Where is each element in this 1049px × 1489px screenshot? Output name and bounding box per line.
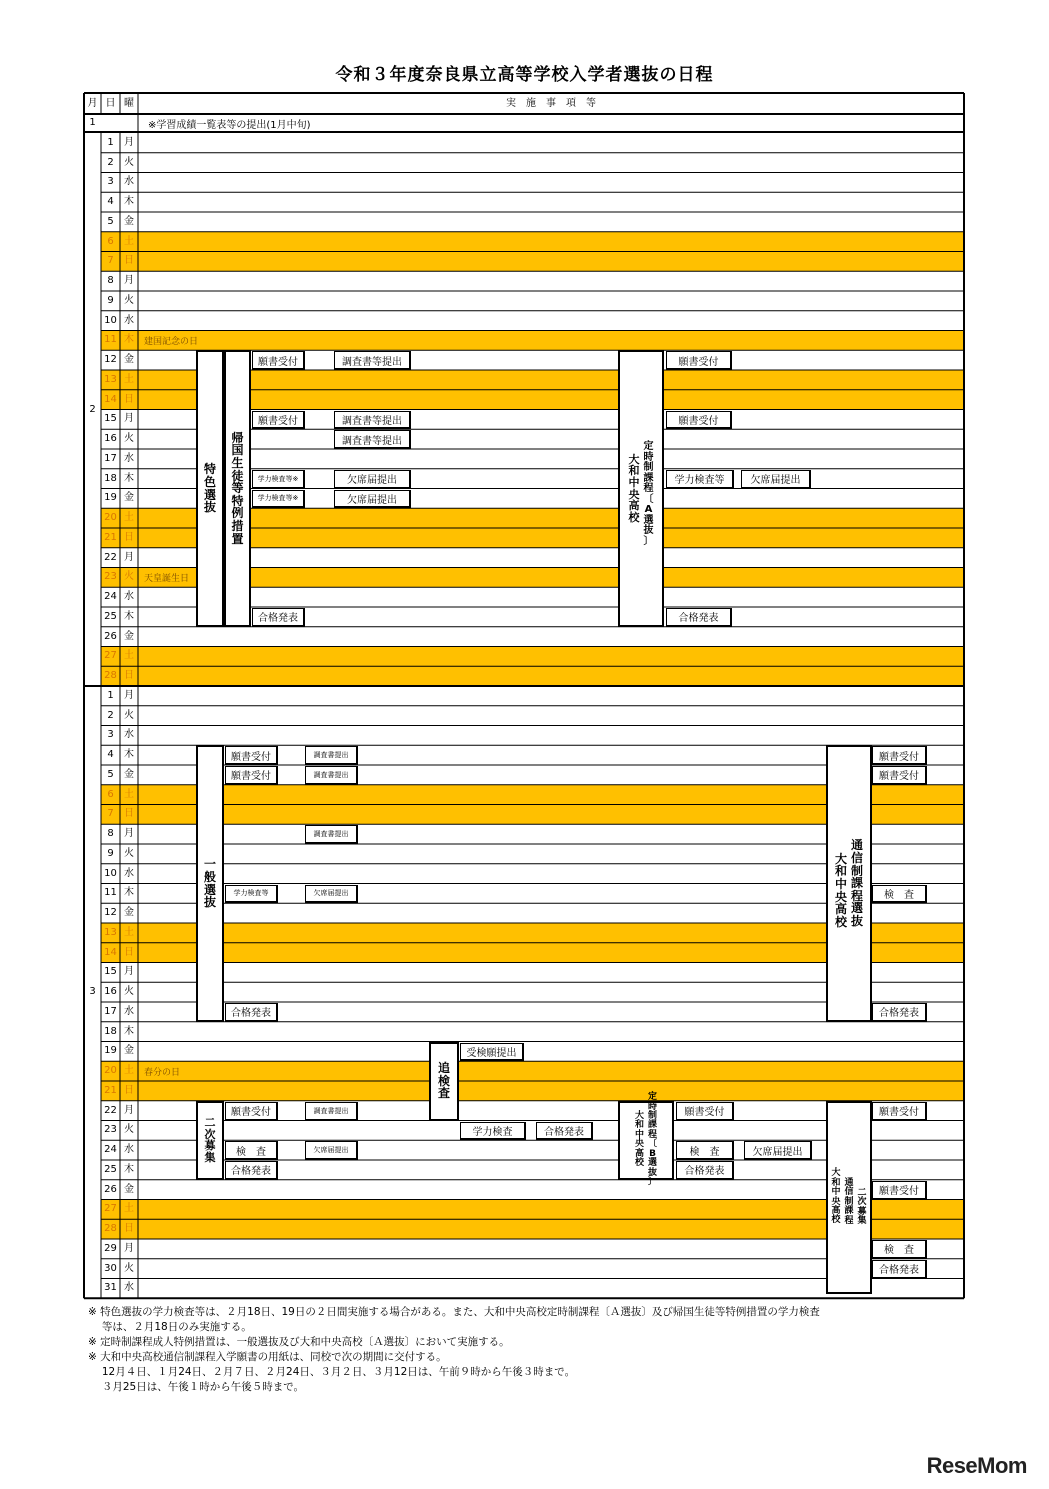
mar-day-number: 14 [104, 946, 117, 958]
feb-weekday: 木 [124, 610, 134, 622]
gansho-uketsuke-box: 願書受付 [872, 1181, 927, 1200]
feb-day-number: 6 [107, 235, 114, 247]
feb-day-number: 1 [107, 136, 114, 148]
mar-day-number: 8 [107, 828, 114, 840]
mar-day-number: 26 [104, 1183, 117, 1195]
vertical-label: 定 時 制 課 程 〔 A 選 抜 〕 [643, 441, 654, 547]
yamato-tsushin-niji-box [826, 1101, 872, 1295]
feb-weekday: 金 [124, 492, 134, 504]
mar-weekday: 日 [124, 808, 134, 820]
kesseki-todoke-box: 欠席届提出 [334, 490, 411, 509]
ippan-senbatsu-box [196, 745, 224, 1022]
mar-weekday: 木 [124, 1025, 134, 1037]
mar-weekday: 水 [124, 1282, 134, 1294]
gansho-uketsuke-box: 願書受付 [252, 351, 305, 370]
chosasho-teishutsu-box: 調査書等提出 [334, 430, 411, 449]
mar-day-number: 25 [104, 1163, 117, 1175]
feb-day-number: 2 [107, 156, 114, 168]
feb-weekday: 月 [124, 136, 134, 148]
gansho-uketsuke-box: 願書受付 [225, 766, 278, 785]
feb-weekday: 火 [124, 156, 134, 168]
feb-weekday: 土 [124, 650, 134, 662]
header-items: 実 施 事 項 等 [506, 98, 596, 109]
mar-day-number: 31 [104, 1282, 117, 1294]
chosasho-teishutsu-box: 調査書等提出 [334, 411, 411, 430]
yamato-teiji-b-box [618, 1092, 674, 1187]
mar-weekday: 日 [124, 946, 134, 958]
mar-day-number: 15 [104, 966, 117, 978]
niji-boshu-box [196, 1101, 224, 1180]
jan-note: ※学習成績一覧表等の提出(1月中旬) [148, 119, 311, 131]
chosasho-teishutsu-box: 調査書提出 [305, 1102, 358, 1121]
feb-day-number: 7 [107, 255, 114, 267]
feb-weekday: 日 [124, 531, 134, 543]
vertical-label: 大 和 中 央 高 校 [831, 1168, 841, 1226]
feb-day-number: 21 [104, 531, 117, 543]
mar-weekday: 木 [124, 749, 134, 761]
feb-weekday: 火 [124, 571, 134, 583]
vertical-label: 二 次 募 集 [204, 1116, 216, 1164]
vertical-label: 追 検 査 [437, 1061, 450, 1101]
mar-weekday: 金 [124, 907, 134, 919]
tokushoku-senbatsu-box [196, 350, 224, 627]
mar-weekday: 木 [124, 1163, 134, 1175]
mar-day-number: 19 [104, 1045, 117, 1057]
month-label-mar: 3 [89, 986, 96, 998]
mar-day-number: 20 [104, 1065, 117, 1077]
feb-day-number: 27 [104, 650, 117, 662]
gokaku-happyo-box: 合格発表 [872, 1003, 927, 1022]
month-label-feb: 2 [89, 403, 96, 415]
mar-weekday: 土 [124, 1065, 134, 1077]
kesseki-todoke-box: 欠席届提出 [741, 470, 811, 489]
feb-day-number: 22 [104, 551, 117, 563]
mar-weekday: 水 [124, 1144, 134, 1156]
vertical-label: 帰 国 生 徒 等 特 例 措 置 [231, 430, 244, 546]
weekend-row-fill [101, 331, 964, 351]
mar-weekday: 水 [124, 729, 134, 741]
gakuryoku-kensa-box: 学力検査等 [225, 885, 278, 904]
feb-day-number: 17 [104, 452, 117, 464]
feb-day-number: 12 [104, 354, 117, 366]
mar-weekday: 月 [124, 689, 134, 701]
mar-day-number: 24 [104, 1144, 117, 1156]
yamato-teiji-a-box [618, 350, 664, 627]
mar-weekday: 木 [124, 887, 134, 899]
vertical-label: 一 般 選 抜 [203, 857, 216, 910]
feb-day-number: 24 [104, 591, 117, 603]
mar-weekday: 金 [124, 1045, 134, 1057]
feb-weekday: 日 [124, 255, 134, 267]
mar-day-number: 12 [104, 907, 117, 919]
mar-weekday: 月 [124, 1242, 134, 1254]
feb-day-number: 9 [107, 294, 114, 306]
kensa-box: 検 査 [872, 885, 927, 904]
gokaku-happyo-box: 合格発表 [666, 608, 732, 627]
vertical-label: 定 時 制 課 程 〔 B 選 抜 〕 [648, 1092, 658, 1187]
chosasho-teishutsu-box: 調査書提出 [305, 766, 358, 785]
mar-day-number: 9 [107, 847, 114, 859]
vertical-label: 大 和 中 央 高 校 [634, 1110, 644, 1169]
gansho-uketsuke-box: 願書受付 [872, 766, 927, 785]
footnote-line: ※ 大和中央高校通信制課程入学願書の用紙は、同校で次の期間に交付する。 [88, 1351, 447, 1363]
mar-weekday: 火 [124, 709, 134, 721]
mar-day-number: 29 [104, 1242, 117, 1254]
gansho-uketsuke-box: 願書受付 [225, 1102, 278, 1121]
gansho-uketsuke-box: 願書受付 [872, 1102, 927, 1121]
chosasho-teishutsu-box: 調査書提出 [305, 746, 358, 765]
mar-day-number: 23 [104, 1124, 117, 1136]
mar-weekday: 月 [124, 966, 134, 978]
holiday-label: 春分の日 [144, 1067, 181, 1078]
gakuryoku-kensa-box: 学力検査等※ [252, 490, 305, 509]
mar-day-number: 1 [107, 689, 114, 701]
weekend-row-fill [101, 232, 964, 252]
mar-day-number: 6 [107, 788, 114, 800]
feb-day-number: 8 [107, 275, 114, 287]
mar-day-number: 22 [104, 1104, 117, 1116]
weekend-row-fill [101, 1061, 964, 1081]
header-weekday: 曜 [124, 98, 134, 109]
mar-day-number: 27 [104, 1203, 117, 1215]
feb-day-number: 20 [104, 512, 117, 524]
gakuryoku-kensa-box: 学力検査 [460, 1122, 526, 1141]
gansho-uketsuke-box: 願書受付 [225, 746, 278, 765]
mar-day-number: 21 [104, 1084, 117, 1096]
vertical-label: 通 信 制 課 程 [844, 1177, 854, 1226]
feb-day-number: 26 [104, 630, 117, 642]
page-title: 令和３年度奈良県立高等学校入学者選抜の日程 [335, 65, 714, 85]
kikoku-tokurei-box [224, 350, 251, 627]
feb-day-number: 16 [104, 433, 117, 445]
feb-weekday: 月 [124, 551, 134, 563]
mar-day-number: 13 [104, 926, 117, 938]
feb-weekday: 火 [124, 433, 134, 445]
mar-day-number: 3 [107, 729, 114, 741]
feb-weekday: 木 [124, 196, 134, 208]
gokaku-happyo-box: 合格発表 [225, 1003, 278, 1022]
chosasho-teishutsu-box: 調査書提出 [305, 825, 358, 844]
kesseki-todoke-box: 欠席届提出 [334, 470, 411, 489]
feb-day-number: 4 [107, 196, 114, 208]
gokaku-happyo-box: 合格発表 [536, 1122, 593, 1141]
header-day: 日 [105, 98, 116, 109]
vertical-label: 大 和 中 央 高 校 [628, 452, 640, 524]
holiday-label: 建国記念の日 [144, 336, 199, 347]
feb-day-number: 10 [104, 314, 117, 326]
gokaku-happyo-box: 合格発表 [676, 1161, 734, 1180]
gakuryoku-kensa-box: 学力検査等 [666, 470, 734, 489]
mar-weekday: 金 [124, 768, 134, 780]
mar-weekday: 土 [124, 1203, 134, 1215]
mar-day-number: 30 [104, 1262, 117, 1274]
kensa-box: 検 査 [225, 1141, 278, 1160]
gansho-uketsuke-box: 願書受付 [252, 411, 305, 430]
feb-weekday: 土 [124, 512, 134, 524]
mar-weekday: 月 [124, 1104, 134, 1116]
footnote-line: 等は、２月18日のみ実施する。 [88, 1321, 252, 1333]
mar-weekday: 火 [124, 847, 134, 859]
mar-weekday: 日 [124, 1223, 134, 1235]
gokaku-happyo-box: 合格発表 [225, 1161, 278, 1180]
resemom-logo: ReseMom [926, 1453, 1027, 1478]
feb-day-number: 18 [104, 472, 117, 484]
footnote-line: ※ 定時制課程成人特例措置は、一般選抜及び大和中央高校〔Ａ選抜〕において実施する。 [88, 1336, 510, 1348]
feb-day-number: 11 [104, 334, 117, 346]
feb-weekday: 水 [124, 591, 134, 603]
feb-weekday: 日 [124, 670, 134, 682]
feb-day-number: 28 [104, 670, 117, 682]
feb-weekday: 月 [124, 275, 134, 287]
mar-day-number: 7 [107, 808, 114, 820]
mar-day-number: 16 [104, 986, 117, 998]
feb-weekday: 日 [124, 393, 134, 405]
mar-day-number: 4 [107, 749, 114, 761]
weekend-row-fill [101, 252, 964, 272]
tsuikensa-box [429, 1042, 459, 1121]
holiday-label: 天皇誕生日 [144, 573, 190, 584]
mar-day-number: 18 [104, 1025, 117, 1037]
kensa-box: 検 査 [872, 1240, 927, 1259]
mar-day-number: 17 [104, 1005, 117, 1017]
footnote-line: ３月25日は、午後１時から午後５時まで。 [88, 1381, 304, 1393]
vertical-label: 二 次 募 集 [857, 1187, 867, 1226]
gakuryoku-kensa-box: 学力検査等※ [252, 470, 305, 489]
feb-weekday: 水 [124, 314, 134, 326]
feb-day-number: 15 [104, 413, 117, 425]
feb-weekday: 金 [124, 354, 134, 366]
header-month: 月 [87, 98, 98, 109]
mar-weekday: 土 [124, 788, 134, 800]
feb-weekday: 木 [124, 334, 134, 346]
mar-weekday: 金 [124, 1183, 134, 1195]
footnotes [88, 1305, 968, 1395]
vertical-label: 特 色 選 抜 [203, 462, 216, 515]
jan-month-label: 1 [89, 117, 96, 128]
kesseki-todoke-box: 欠席届提出 [744, 1141, 812, 1160]
mar-weekday: 水 [124, 1005, 134, 1017]
mar-weekday: 火 [124, 1262, 134, 1274]
feb-weekday: 土 [124, 373, 134, 385]
mar-weekday: 火 [124, 1124, 134, 1136]
feb-weekday: 水 [124, 452, 134, 464]
kensa-box: 検 査 [676, 1141, 734, 1160]
feb-weekday: 木 [124, 472, 134, 484]
weekend-row-fill [101, 1081, 964, 1101]
gokaku-happyo-box: 合格発表 [252, 608, 305, 627]
mar-day-number: 2 [107, 709, 114, 721]
feb-weekday: 土 [124, 235, 134, 247]
gansho-uketsuke-box: 願書受付 [872, 746, 927, 765]
feb-day-number: 5 [107, 215, 114, 227]
footnote-line: ※ 特色選抜の学力検査等は、２月18日、19日の２日間実施する場合がある。また、大和中央高校定時制課程〔Ａ選抜〕及び帰国生徒等特例措置の学力検査 [88, 1306, 820, 1318]
mar-day-number: 11 [104, 887, 117, 899]
feb-weekday: 水 [124, 176, 134, 188]
mar-day-number: 10 [104, 867, 117, 879]
mar-weekday: 土 [124, 926, 134, 938]
gansho-uketsuke-box: 願書受付 [676, 1102, 734, 1121]
mar-day-number: 28 [104, 1223, 117, 1235]
mar-day-number: 5 [107, 768, 114, 780]
feb-weekday: 火 [124, 294, 134, 306]
weekend-row-fill [101, 647, 964, 667]
feb-day-number: 25 [104, 610, 117, 622]
mar-weekday: 月 [124, 828, 134, 840]
footnote-line: 12月４日、１月24日、２月７日、２月24日、３月２日、３月12日は、午前９時から午後３時まで。 [88, 1366, 576, 1378]
feb-weekday: 金 [124, 215, 134, 227]
feb-day-number: 19 [104, 492, 117, 504]
vertical-label: 大 和 中 央 高 校 [834, 851, 847, 929]
vertical-label: 通 信 制 課 程 選 抜 [851, 838, 864, 928]
chosasho-teishutsu-box: 調査書等提出 [334, 351, 411, 370]
mar-weekday: 火 [124, 986, 134, 998]
kesseki-todoke-box: 欠席届提出 [305, 885, 358, 904]
weekend-row-fill [101, 666, 964, 686]
feb-weekday: 月 [124, 413, 134, 425]
jukengan-teishutsu-box: 受検願提出 [460, 1043, 524, 1062]
mar-weekday: 水 [124, 867, 134, 879]
kesseki-todoke-box: 欠席届提出 [305, 1141, 358, 1160]
gokaku-happyo-box: 合格発表 [872, 1260, 927, 1279]
feb-day-number: 13 [104, 373, 117, 385]
yamato-tsushin-box [826, 745, 872, 1022]
gansho-uketsuke-box: 願書受付 [666, 351, 732, 370]
mar-weekday: 日 [124, 1084, 134, 1096]
feb-weekday: 金 [124, 630, 134, 642]
feb-day-number: 3 [107, 176, 114, 188]
feb-day-number: 14 [104, 393, 117, 405]
gansho-uketsuke-box: 願書受付 [666, 411, 732, 430]
feb-day-number: 23 [104, 571, 117, 583]
